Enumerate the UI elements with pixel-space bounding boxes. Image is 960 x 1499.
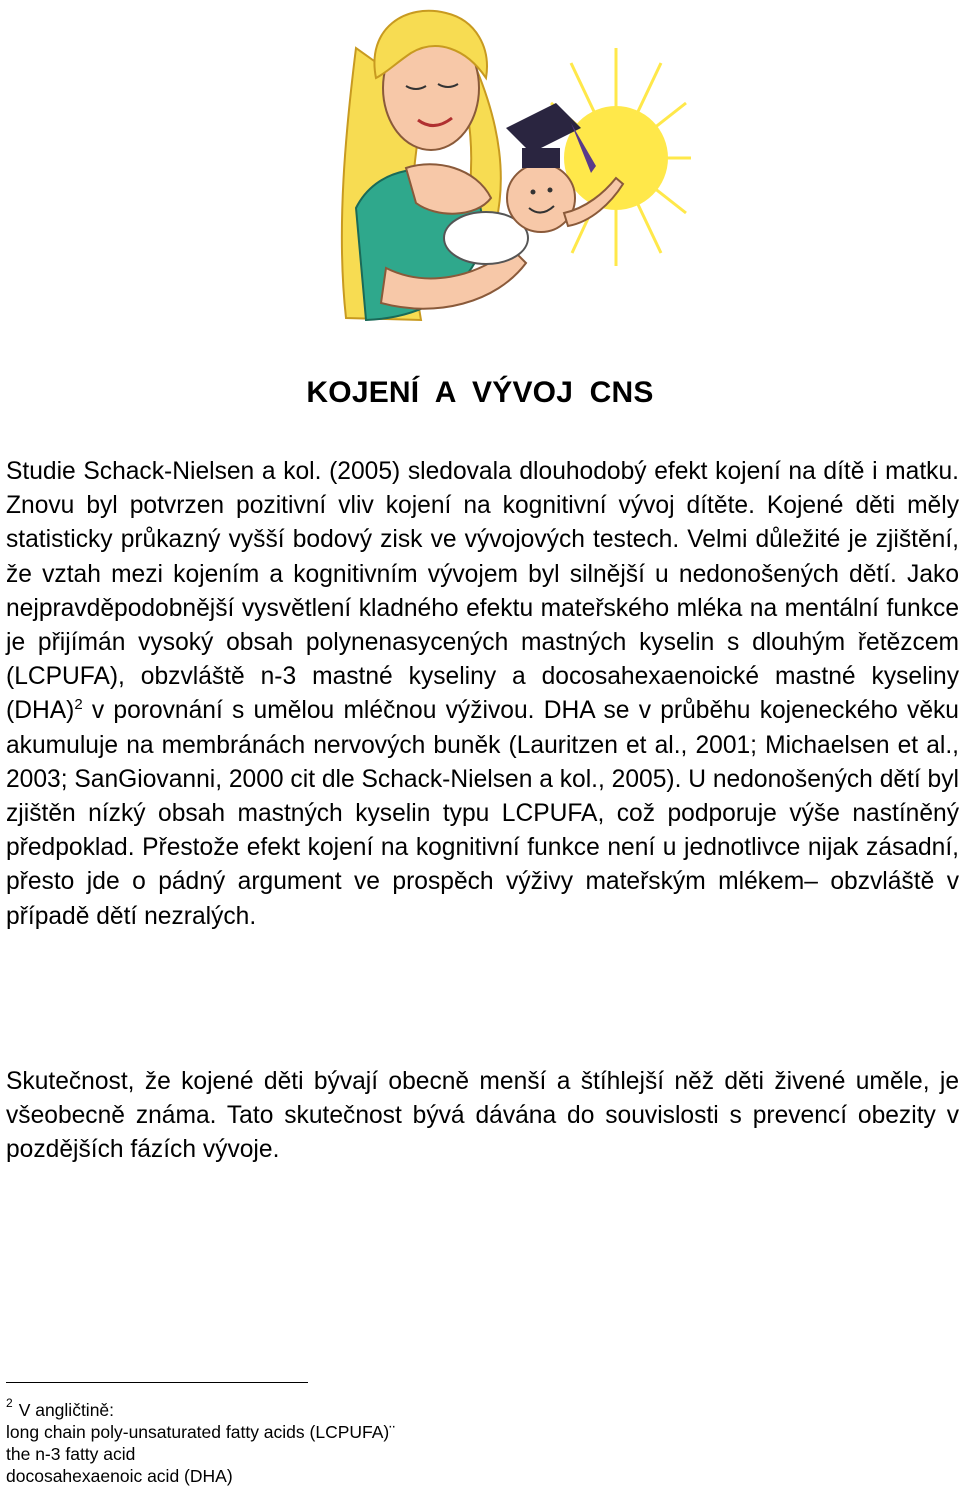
footnote-heading: V angličtině: [18, 1400, 115, 1420]
footnote-line: long chain poly-unsaturated fatty acids (LCPUFA)¨ [6, 1422, 396, 1442]
body-paragraph-2: Skutečnost, že kojené děti bývají obecně menší a štíhlejší něž děti živené uměle, je všeobecně známa. Tato skutečnost bývá dávána do souvislosti s prevencí obezity v pozdějších fázích vývoje. [6, 1068, 959, 1164]
body-paragraph-1 [6, 455, 959, 934]
footnote-mark: 2 [6, 1396, 13, 1410]
mother-breastfeeding-illustration [326, 8, 692, 340]
paragraph-1-text-continued: v porovnání s umělou mléčnou výživou. DHA se v průběhu kojeneckého věku akumuluje na membránách nervových buněk (Lauritzen et al., 2001; Michaelsen et al., 2003; SanGiovanni, 2000 cit dle Schack-Nielsen a kol., 2005). U nedonošených dětí byl zjištěn nízký obsah mastných kyselin typu LCPUFA, což podporuje výše nastíněný předpoklad. Přestože efekt kojení na kognitivní funkce není u jednotlivce nijak zásadní, přesto jde o pádný argument ve prospěch výživy mateřským mlékem– obzvláště v případě dětí nezralých. [6, 697, 959, 930]
footnote-line: docosahexaenoic acid (DHA) [6, 1466, 233, 1486]
page-title: KOJENÍ A VÝVOJ CNS [306, 376, 654, 409]
footnote-reference: 2 [74, 696, 83, 714]
footnote [6, 1392, 606, 1487]
footnote-separator [6, 1382, 308, 1383]
footnote-line: the n-3 fatty acid [6, 1444, 136, 1464]
footnote-heading-line [6, 1392, 606, 1421]
paragraph-1-text: Studie Schack-Nielsen a kol. (2005) sledovala dlouhodobý efekt kojení na dítě i matku. Znovu byl potvrzen pozitivní vliv kojení na kognitivní vývoj dítěte. Kojené děti měly statisticky průkazný vyšší bodový zisk ve vývojových testech. Velmi důležité je zjištění, že vztah mezi kojením a kognitivním vývojem byl silnější u nedonošených dětí. Jako nejpravděpodobnější vysvětlení kladného efektu mateřského mléka na mentální funkce je přijímán vysoký obsah polynenasycených mastných kyselin s dlouhým řetězcem (LCPUFA), obzvláště n-3 mastné kyseliny a docosahexaenoické mastné kyseliny (DHA) [6, 458, 959, 725]
